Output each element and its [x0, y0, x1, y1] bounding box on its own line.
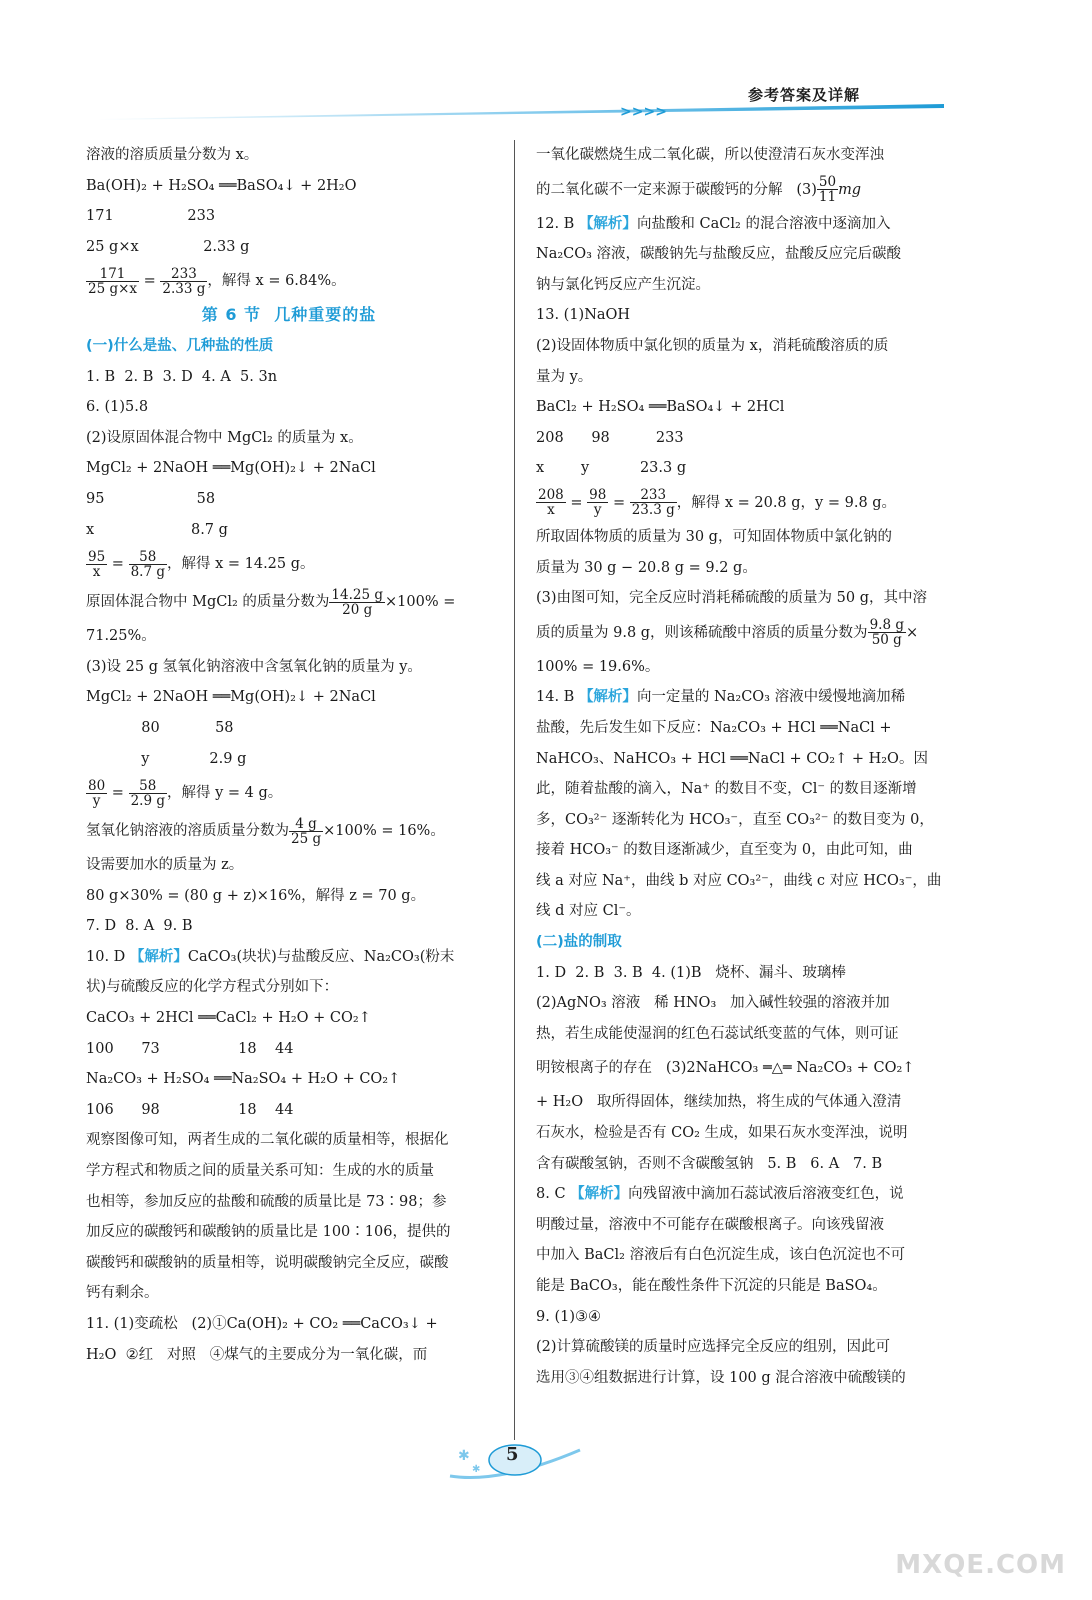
equation-values: y 2.9 g	[86, 750, 247, 767]
answer-line: 9. (1)③④	[536, 1308, 601, 1325]
fraction: $\frac{4 g}{25 g}$	[291, 815, 322, 847]
ratio-line: $\frac{171}{25 g\times x}$ = $\frac{233}{2.33 g}$ ，解得 x = 6.84%。	[88, 265, 346, 297]
answer-line: 1. D 2. B 3. B 4. (1)B 烧杯、漏斗、玻璃棒	[536, 964, 846, 981]
ratio-line: $\frac{95}{x}$ = $\frac{58}{8.7 g}$ ，解得 x = 14.25 g。	[88, 548, 315, 580]
equation-values: x 8.7 g	[86, 521, 228, 538]
text-line: 此，随着盐酸的滴入，Na⁺ 的数目不变，Cl⁻ 的数目逐渐增	[536, 781, 917, 798]
analysis-tag: 【解析】	[570, 1186, 629, 1203]
text-line: 线 d 对应 Cl⁻。	[536, 903, 641, 920]
text-line: 100% = 19.6%。	[536, 658, 660, 675]
text-line: 加反应的碳酸钙和碳酸钠的质量比是 100∶106，提供的	[86, 1224, 451, 1241]
text-line: 接着 HCO₃⁻ 的数目逐渐减少，直至变为 0，由此可知，曲	[536, 842, 913, 859]
analysis-tag: 【解析】	[129, 948, 188, 965]
fraction: $\frac{58}{2.9 g}$	[130, 777, 165, 809]
text-line: NaHCO₃、NaHCO₃ + HCl ══NaCl + CO₂↑ + H₂O。因	[536, 750, 928, 767]
text-line: 多，CO₃²⁻ 逐渐转化为 HCO₃⁻，直至 CO₃²⁻ 的数目变为 0，	[536, 811, 934, 828]
svg-text:✱: ✱	[472, 1464, 481, 1475]
text-line: (2)设原固体混合物中 MgCl₂ 的质量为 x。	[86, 429, 363, 446]
equation-values: 25 g×x 2.33 g	[86, 238, 250, 255]
text-line: (2)AgNO₃ 溶液 稀 HNO₃ 加入碱性较强的溶液并加	[536, 995, 890, 1012]
text-line: Na₂CO₃ 溶液，碳酸钠先与盐酸反应，盐酸反应完后碳酸	[536, 246, 902, 263]
analysis-tag: 【解析】	[578, 215, 637, 232]
column-divider	[514, 140, 515, 1440]
fraction: $\frac{58}{8.7 g}$	[130, 548, 165, 580]
text-line: 钠与氯化钙反应产生沉淀。	[536, 276, 710, 293]
header-title: 参考答案及详解	[747, 86, 860, 104]
text-line: 明酸过量，溶液中不可能存在碳酸根离子。向该残留液	[536, 1216, 884, 1233]
svg-text:>>>>: >>>>	[620, 104, 667, 120]
text-line: (2)计算硫酸镁的质量时应选择完全反应的组别，因此可	[536, 1339, 891, 1356]
fraction: $\frac{50}{11}$	[818, 174, 837, 206]
text-line: 质量为 30 g − 20.8 g = 9.2 g。	[536, 559, 757, 576]
text-line: 钙有剩余。	[86, 1285, 159, 1302]
fraction: $\frac{233}{2.33 g}$	[162, 265, 206, 297]
equation-masses: 100 73 18 44	[86, 1040, 294, 1057]
ratio-line: $\frac{208}{x}$ = $\frac{98}{y}$ = $\frac{233}{23.3 g}$ ，解得 x = 20.8 g，y = 9.8 g。	[538, 487, 897, 519]
fraction: $\frac{208}{x}$	[538, 487, 564, 519]
text-line: 质的质量为 9.8 g，则该稀硫酸中溶质的质量分数为 $\frac{9.8 g}{50 g}$ ×	[536, 617, 919, 649]
equation: MgCl₂ + 2NaOH ══Mg(OH)₂↓ + 2NaCl	[86, 689, 376, 706]
text-line: 设需要加水的质量为 z。	[86, 857, 244, 874]
answer-line: 11. (1)变疏松 (2)①Ca(OH)₂ + CO₂ ══CaCO₃↓ +	[86, 1316, 438, 1332]
text-line: 热，若生成能使湿润的红色石蕊试纸变蓝的气体，则可证	[536, 1025, 899, 1042]
watermark: MXQE.COM	[895, 1550, 1066, 1580]
text-line: 也相等，参加反应的盐酸和硫酸的质量比是 73∶98；参	[86, 1193, 447, 1210]
text-line: 80 g×30% = (80 g + z)×16%，解得 z = 70 g。	[86, 887, 426, 904]
answer-line: 13. (1)NaOH	[536, 307, 631, 324]
ratio-line: $\frac{80}{y}$ = $\frac{58}{2.9 g}$ ，解得 y = 4 g。	[88, 777, 283, 809]
answer-line: 10. D 【解析】CaCO₃(块状)与盐酸反应、Na₂CO₃(粉末	[86, 948, 455, 965]
fraction: $\frac{233}{23.3 g}$	[631, 487, 675, 519]
answer-line: 1. B 2. B 3. D 4. A 5. 3n	[86, 368, 278, 385]
analysis-tag: 【解析】	[578, 689, 637, 706]
answer-line: 8. C 【解析】向残留液中滴加石蕊试液后溶液变红色，说	[536, 1186, 904, 1203]
text-line: 溶液的溶质质量分数为 x。	[86, 147, 259, 163]
text-line: 状)与硫酸反应的化学方程式分别如下：	[86, 979, 339, 996]
text-line: 的二氧化碳不一定来源于碳酸钙的分解 (3) $\frac{50}{11}$ mg	[536, 174, 862, 206]
subsection-title: (一)什么是盐、几种盐的性质	[86, 337, 274, 354]
equation-values: x y 23.3 g	[536, 460, 687, 477]
equation-masses: 106 98 18 44	[86, 1101, 294, 1118]
text-line: 能是 BaCO₃，能在酸性条件下沉淀的只能是 BaSO₄。	[536, 1278, 887, 1294]
text-line: 学方程式和物质之间的质量关系可知：生成的水的质量	[86, 1163, 434, 1180]
fraction: $\frac{9.8 g}{50 g}$	[869, 617, 904, 649]
text-line: (3)由图可知，完全反应时消耗稀硫酸的质量为 50 g，其中溶	[536, 590, 927, 607]
text-line: 石灰水，检验是否有 CO₂ 生成，如果石灰水变浑浊，说明	[536, 1125, 908, 1142]
text-line: 一氧化碳燃烧生成二氧化碳，所以使澄清石灰水变浑浊	[536, 147, 884, 163]
equation-masses: 171 233	[86, 208, 216, 225]
text-line: 线 a 对应 Na⁺，曲线 b 对应 CO₃²⁻，曲线 c 对应 HCO₃⁻，曲	[536, 872, 942, 889]
equation-masses: 80 58	[86, 719, 234, 736]
fraction: $\frac{14.25 g}{20 g}$	[331, 586, 383, 618]
text-line: H₂O ②红 对照 ④煤气的主要成分为一氧化碳，而	[86, 1346, 428, 1363]
section-title: 第 6 节 几种重要的盐	[201, 305, 377, 325]
right-column	[536, 140, 942, 1393]
equation: CaCO₃ + 2HCl ══CaCl₂ + H₂O + CO₂↑	[86, 1010, 371, 1027]
answer-line: 12. B 【解析】向盐酸和 CaCl₂ 的混合溶液中逐滴加入	[536, 215, 891, 232]
text-line: 含有碳酸氢钠，否则不含碳酸氢钠 5. B 6. A 7. B	[536, 1155, 883, 1172]
text-line: 盐酸，先后发生如下反应：Na₂CO₃ + HCl ══NaCl +	[536, 719, 892, 736]
text-line: 观察图像可知，两者生成的二氧化碳的质量相等，根据化	[86, 1132, 449, 1149]
text-line: 71.25%。	[86, 628, 156, 645]
fraction: $\frac{171}{25 g\times x}$	[88, 265, 138, 297]
answer-line: 14. B 【解析】向一定量的 Na₂CO₃ 溶液中缓慢地滴加稀	[536, 689, 906, 706]
equation-masses: 208 98 233	[536, 429, 684, 446]
text-line: 选用③④组数据进行计算，设 100 g 混合溶液中硫酸镁的	[536, 1369, 906, 1386]
answer-line: 7. D 8. A 9. B	[86, 918, 193, 935]
fraction: $\frac{80}{y}$	[88, 777, 106, 809]
equation: MgCl₂ + 2NaOH ══Mg(OH)₂↓ + 2NaCl	[86, 460, 376, 477]
text-line: (3)设 25 g 氢氧化钠溶液中含氢氧化钠的质量为 y。	[86, 658, 422, 675]
equation-masses: 95 58	[86, 490, 216, 507]
header-decoration	[98, 102, 944, 120]
fraction: $\frac{98}{y}$	[589, 487, 607, 519]
fraction: $\frac{95}{x}$	[88, 548, 106, 580]
subsection-title: (二)盐的制取	[536, 934, 622, 951]
svg-text:✱: ✱	[458, 1448, 470, 1464]
text-line: 所取固体物质的质量为 30 g，可知固体物质中氯化钠的	[536, 528, 892, 545]
text-line: 碳酸钙和碳酸钠的质量相等，说明碳酸钠完全反应，碳酸	[86, 1254, 449, 1271]
text-line: + H₂O 取所得固体，继续加热，将生成的气体通入澄清	[536, 1094, 902, 1111]
text-line: (2)设固体物质中氯化钡的质量为 x，消耗硫酸溶质的质	[536, 337, 889, 354]
equation: Na₂CO₃ + H₂SO₄ ══Na₂SO₄ + H₂O + CO₂↑	[86, 1071, 401, 1088]
equation: Ba(OH)₂ + H₂SO₄ ══BaSO₄↓ + 2H₂O	[86, 177, 357, 194]
text-line: 中加入 BaCl₂ 溶液后有白色沉淀生成，该白色沉淀也不可	[536, 1247, 906, 1264]
answer-line: 6. (1)5.8	[86, 399, 149, 416]
page-number: 5	[506, 1444, 519, 1465]
text-line: 量为 y。	[536, 368, 593, 385]
text-line: 明铵根离子的存在 (3)2NaHCO₃ ═△═ Na₂CO₃ + CO₂↑	[536, 1060, 915, 1077]
text-line: 氢氧化钠溶液的溶质质量分数为 $\frac{4 g}{25 g}$ ×100% = 16%。	[86, 815, 445, 847]
equation: BaCl₂ + H₂SO₄ ══BaSO₄↓ + 2HCl	[536, 399, 785, 416]
text-line: 原固体混合物中 MgCl₂ 的质量分数为 $\frac{14.25 g}{20 g}$ ×100% =	[86, 586, 456, 618]
left-column	[86, 140, 492, 1370]
